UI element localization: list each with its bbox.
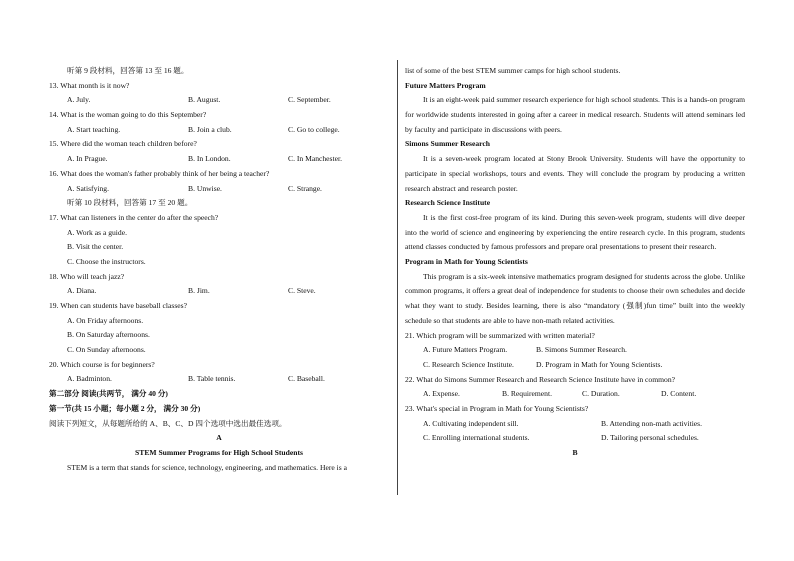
program-heading: Future Matters Program	[405, 80, 486, 90]
option-b: B. Visit the center.	[67, 242, 124, 252]
option-c: C. Baseball.	[288, 374, 325, 384]
option-c: C. Research Science Institute.	[423, 359, 514, 369]
option-b: B. August.	[188, 95, 221, 105]
program-paragraph: It is a seven-week program located at Stony Brook University. Students will have the opportunity to participate in special workshops, tours and events. They will conclude the program by producing a written research abstract and research poster.	[405, 154, 745, 193]
options-row	[49, 152, 389, 167]
option-c: C. In Manchester.	[288, 154, 342, 164]
question-stem: 18. Who will teach jazz?	[49, 271, 125, 281]
option-c: C. Strange.	[288, 183, 322, 193]
program-paragraph: It is an eight-week paid summer research experience for high school students. This is a hands-on program for worldwide students interested in going after a career in medical research. Students will attend seminars led by faculty and participate in discussions with peers.	[405, 95, 745, 134]
passage-letter: B	[572, 448, 578, 458]
option-d: D. Content.	[661, 389, 697, 399]
options-row	[49, 93, 389, 108]
question-stem: 15. Where did the woman teach children before?	[49, 139, 197, 149]
question-stem: 22. What do Simons Summer Research and Research Science Institute have in common?	[405, 374, 676, 384]
passage-letter: A	[216, 433, 222, 443]
option-a: A. On Friday afternoons.	[67, 315, 144, 325]
options-row	[405, 417, 745, 432]
option-a: A. Badminton.	[67, 374, 112, 384]
options-row	[49, 123, 389, 138]
right-column	[405, 64, 745, 461]
left-column	[49, 64, 389, 475]
passage-intro: STEM is a term that stands for science, technology, engineering, and mathematics. Here is a	[67, 462, 347, 472]
option-c: C. Duration.	[582, 389, 620, 399]
question-stem: 14. What is the woman going to do this September?	[49, 110, 207, 120]
option-a: A. Satisfying.	[67, 183, 109, 193]
program-heading: Simons Summer Research	[405, 139, 490, 149]
option-a: A. Cultivating independent sill.	[423, 418, 519, 428]
question-stem: 13. What month is it now?	[49, 80, 130, 90]
options-row	[405, 431, 745, 446]
section-heading: 听第 10 段材料，回答第 17 至 20 题。	[67, 198, 193, 208]
options-row	[49, 372, 389, 387]
option-b: B. On Saturday afternoons.	[67, 330, 150, 340]
option-d: D. Tailoring personal schedules.	[601, 433, 699, 443]
question-stem: 16. What does the woman's father probably think of her being a teacher?	[49, 168, 270, 178]
options-row	[405, 358, 745, 373]
option-b: B. Join a club.	[188, 124, 232, 134]
question-stem: 19. When can students have baseball classes?	[49, 301, 187, 310]
option-a: A. Work as a guide.	[67, 227, 127, 237]
section-heading: 听第 9 段材料，回答第 13 至 16 题。	[67, 66, 189, 75]
options-row	[49, 182, 389, 197]
option-c: C. Steve.	[288, 286, 316, 296]
options-row	[49, 284, 389, 299]
passage-intro-continued: list of some of the best STEM summer camps for high school students.	[405, 66, 621, 75]
instruction-text: 阅读下列短文，从每题所给的 A、B、C、D 四个选项中选出最佳选项。	[49, 418, 287, 428]
option-c: C. Go to college.	[288, 124, 340, 134]
program-heading: Program in Math for Young Scientists	[405, 257, 528, 267]
part-heading: 第二部分 阅读(共两节， 满分 40 分)	[49, 389, 168, 399]
option-a: A. Future Matters Program.	[423, 345, 508, 355]
program-paragraph: It is the first cost-free program of its kind. During this seven-week program, students will dive deeper into the world of science and engineering by experiencing the entire research cycle. In this program, students attend classes conducted by famous professors and prepare oral presentations to present their research.	[405, 212, 745, 252]
option-b: B. Requirement.	[502, 389, 552, 399]
option-b: B. Jim.	[188, 286, 210, 296]
option-a: A. Start teaching.	[67, 124, 121, 134]
option-a: A. In Prague.	[67, 154, 108, 164]
question-stem: 17. What can listeners in the center do after the speech?	[49, 212, 219, 222]
options-row	[405, 343, 745, 358]
question-stem: 23. What's special in Program in Math for Young Scientists?	[405, 404, 589, 414]
option-c: C. On Sunday afternoons.	[67, 345, 146, 355]
option-c: C. Choose the instructors.	[67, 256, 146, 266]
option-b: B. Attending non-math activities.	[601, 418, 703, 428]
column-divider	[397, 60, 398, 495]
program-paragraph: This program is a six-week intensive mathematics program designed for students across the globe. Unlike common programs, it offers a great deal of independence for students to choose their own schedules and decide what they want to study. Besides learning, there is also “mandatory (强制)fun time” built into the weekly schedule so that students are able to have non-math related activities.	[405, 271, 745, 325]
option-b: B. In London.	[188, 154, 231, 164]
option-b: B. Simons Summer Research.	[536, 345, 627, 355]
option-a: A. July.	[67, 95, 91, 105]
question-stem: 20. Which course is for beginners?	[49, 359, 155, 369]
passage-title: STEM Summer Programs for High School Students	[135, 447, 303, 457]
program-heading: Research Science Institute	[405, 198, 491, 208]
question-stem: 21. Which program will be summarized with written material?	[405, 330, 595, 340]
option-c: C. September.	[288, 95, 331, 105]
option-a: A. Diana.	[67, 286, 97, 296]
option-b: B. Table tennis.	[188, 374, 236, 384]
option-c: C. Enrolling international students.	[423, 433, 530, 443]
options-row	[405, 387, 745, 402]
section-heading: 第一节(共 15 小题；每小题 2 分， 满分 30 分)	[49, 403, 201, 413]
option-b: B. Unwise.	[188, 183, 222, 193]
option-a: A. Expense.	[423, 389, 460, 399]
option-d: D. Program in Math for Young Scientists.	[536, 359, 663, 369]
